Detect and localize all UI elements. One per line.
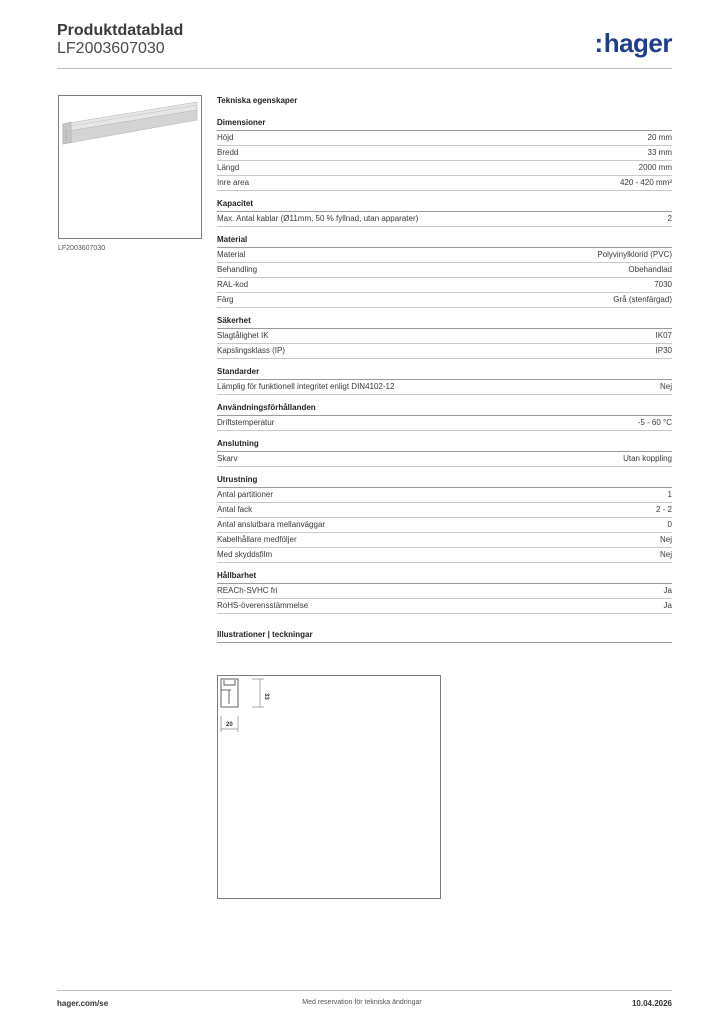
spec-value: 2000 mm [638,163,672,172]
spec-section [217,473,672,563]
spec-row [217,212,672,227]
spec-label: Driftstemperatur [217,418,275,427]
spec-row [217,488,672,503]
spec-value: 33 mm [647,148,672,157]
spec-value: 2 [667,214,672,223]
spec-label: Slagtålighet IK [217,331,269,340]
section-title: Standarder [217,365,672,380]
spec-label: RAL-kod [217,280,249,289]
spec-row [217,380,672,395]
document-title: Produktdatablad [57,22,184,39]
spec-label: Kabelhållare medföljer [217,535,297,544]
section-title: Användningsförhållanden [217,401,672,416]
spec-label: Kapslingsklass (IP) [217,346,286,355]
spec-row [217,293,672,308]
spec-value: Polyvinylklorid (PVC) [597,250,672,259]
spec-section [217,437,672,467]
spec-value: 7030 [654,280,672,289]
spec-value: Ja [663,601,672,610]
section-title: Material [217,233,672,248]
spec-section [217,233,672,308]
spec-value: -5 - 60 °C [637,418,672,427]
height-dimension-label: 33 [263,693,269,700]
spec-label: Antal partitioner [217,490,274,499]
spec-row [217,452,672,467]
cable-trunking-picture [59,96,201,238]
spec-label: Antal anslutbara mellanväggar [217,520,326,529]
spec-value: 420 - 420 mm² [619,178,672,187]
spec-section [217,197,672,227]
spec-value: Nej [659,550,672,559]
spec-section [217,116,672,191]
product-image-caption: LF2003607030 [58,245,106,252]
spec-value: Ja [663,586,672,595]
footer-date: 10.04.2026 [631,999,672,1008]
spec-value: 0 [667,520,672,529]
header-divider [57,68,672,69]
section-title: Hållbarhet [217,569,672,584]
spec-section [217,569,672,614]
spec-label: Med skyddsfilm [217,550,273,559]
footer-divider [57,990,672,991]
spec-value: Grå (stenfärgad) [613,295,672,304]
technical-specs [217,96,672,643]
spec-row [217,533,672,548]
spec-label: Max. Antal kablar (Ø11mm, 50 % fyllnad, utan apparater) [217,214,419,223]
section-title: Anslutning [217,437,672,452]
spec-section [217,314,672,359]
spec-value: 2 - 2 [655,505,672,514]
spec-row [217,146,672,161]
spec-value: Nej [659,535,672,544]
spec-row [217,131,672,146]
spec-label: Längd [217,163,240,172]
spec-value: Utan koppling [623,454,672,463]
spec-label: Behandling [217,265,258,274]
spec-row [217,344,672,359]
spec-value: 1 [667,490,672,499]
specs-title: Tekniska egenskaper [217,96,298,105]
spec-row [217,599,672,614]
spec-value: Obehandlad [628,265,672,274]
spec-label: Antal fack [217,505,253,514]
spec-row [217,263,672,278]
spec-value: 20 mm [647,133,672,142]
footer-disclaimer: Med reservation för tekniska ändringar [302,999,422,1006]
section-title: Kapacitet [217,197,672,212]
illustrations-title: Illustrationer | teckningar [217,628,672,643]
spec-label: Inre area [217,178,250,187]
footer-website[interactable]: hager.com/se [57,999,109,1008]
section-title: Dimensioner [217,116,672,131]
width-dimension-label: 20 [226,722,233,728]
spec-row [217,518,672,533]
spec-label: Bredd [217,148,239,157]
spec-section [217,365,672,395]
hager-logo: :hager [594,28,672,58]
spec-row [217,584,672,599]
specs-sections [217,116,672,614]
spec-label: RoHS-överensstämmelse [217,601,309,610]
spec-label: Material [217,250,246,259]
spec-value: IK07 [655,331,672,340]
spec-row [217,248,672,263]
section-title: Säkerhet [217,314,672,329]
spec-label: Skarv [217,454,238,463]
logo-text: hager [603,28,672,58]
spec-row [217,548,672,563]
spec-label: REACh-SVHC fri [217,586,278,595]
profile-drawing [218,676,440,898]
spec-row [217,329,672,344]
spec-value: IP30 [655,346,672,355]
product-code: LF2003607030 [57,40,165,57]
spec-row [217,503,672,518]
product-image [58,95,202,239]
spec-row [217,416,672,431]
spec-label: Höjd [217,133,234,142]
spec-value: Nej [659,382,672,391]
spec-row [217,278,672,293]
spec-row [217,161,672,176]
spec-row [217,176,672,191]
spec-label: Färg [217,295,234,304]
section-title: Utrustning [217,473,672,488]
spec-section [217,401,672,431]
spec-label: Lämplig för funktionell integritet enligt DIN4102-12 [217,382,395,391]
illustration-frame [217,675,441,899]
